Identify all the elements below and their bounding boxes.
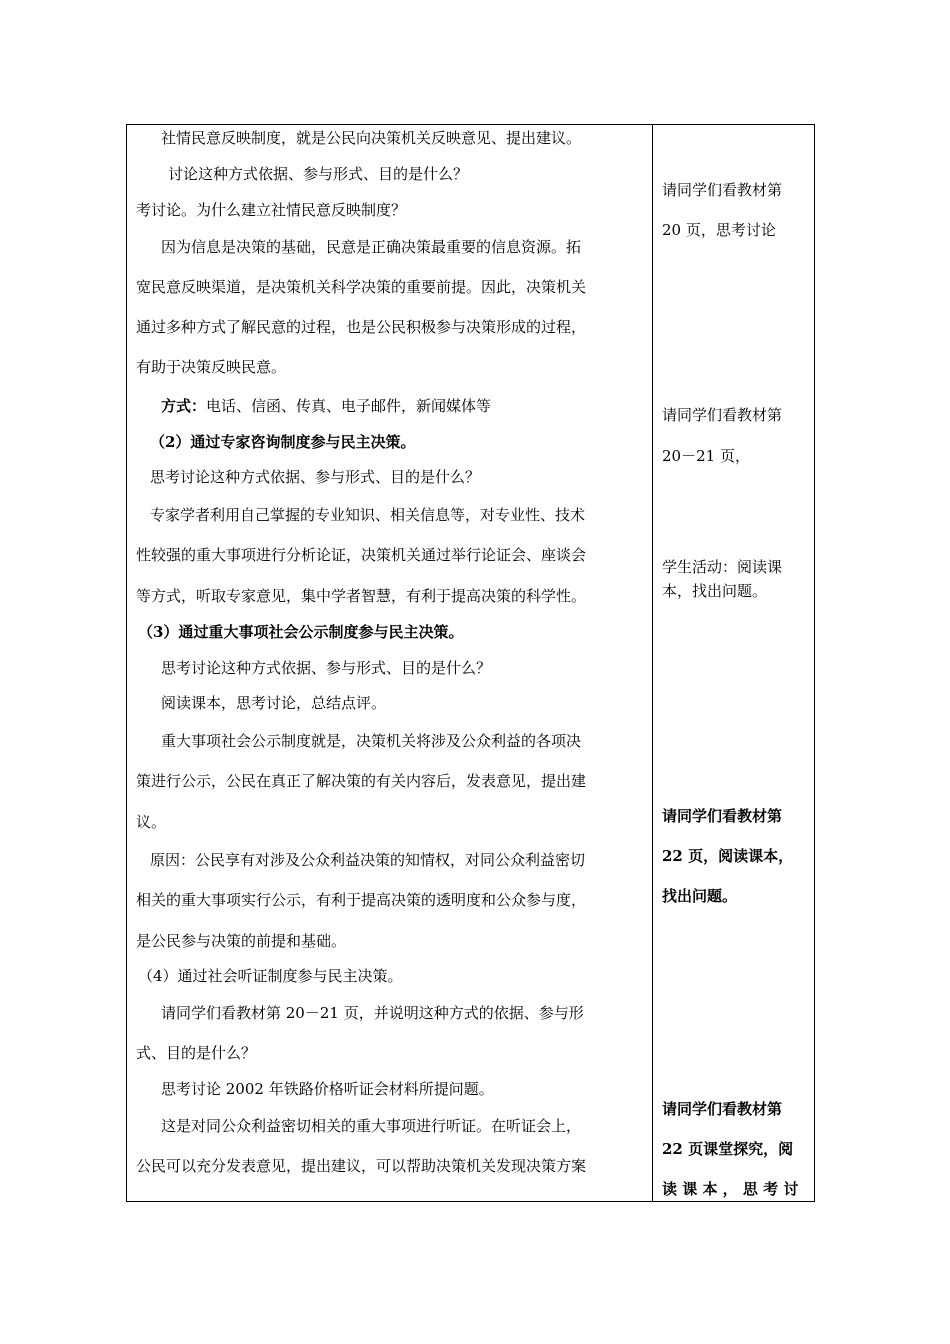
main-line: 这是对同公众利益密切相关的重大事项进行听证。在听证会上， bbox=[161, 1117, 582, 1135]
main-line: 思考讨论这种方式依据、参与形式、目的是什么？ bbox=[161, 659, 492, 677]
side-note: 请同学们看教材第 bbox=[662, 1100, 783, 1118]
side-note: 请同学们看教材第 bbox=[662, 406, 783, 424]
main-line: 公民可以充分发表意见，提出建议，可以帮助决策机关发现决策方案 bbox=[136, 1157, 587, 1175]
side-note: 20－21 页， bbox=[662, 447, 750, 465]
main-heading: （3）通过重大事项社会公示制度参与民主决策。 bbox=[138, 623, 464, 641]
main-line: 议。 bbox=[136, 813, 167, 831]
main-line: 思考讨论这种方式依据、参与形式、目的是什么？ bbox=[150, 468, 481, 486]
side-note: 本，找出问题。 bbox=[662, 582, 768, 600]
fangshi-text: 电话、信函、传真、电子邮件，新闻媒体等 bbox=[206, 397, 492, 415]
main-line: 原因：公民享有对涉及公众利益决策的知情权，对同公众利益密切 bbox=[150, 851, 586, 869]
side-note: 20 页，思考讨论 bbox=[662, 221, 776, 239]
side-note: 学生活动：阅读课 bbox=[662, 558, 783, 576]
main-line: 式、目的是什么？ bbox=[136, 1044, 257, 1062]
side-note: 22 页，阅读课本， bbox=[662, 847, 794, 865]
main-line: 考讨论。为什么建立社情民意反映制度？ bbox=[136, 201, 407, 219]
column-divider bbox=[652, 124, 653, 1202]
main-line: 思考讨论 2002 年铁路价格听证会材料所提问题。 bbox=[161, 1080, 494, 1098]
side-note: 22 页课堂探究，阅 bbox=[662, 1140, 794, 1158]
main-line: 专家学者利用自己掌握的专业知识、相关信息等，对专业性、技术 bbox=[150, 506, 586, 524]
main-line: 是公民参与决策的前提和基础。 bbox=[136, 932, 347, 950]
main-line: 因为信息是决策的基础，民意是正确决策最重要的信息资源。拓 bbox=[161, 238, 582, 256]
main-line: 讨论这种方式依据、参与形式、目的是什么？ bbox=[168, 165, 469, 183]
main-line: 策进行公示，公民在真正了解决策的有关内容后，发表意见，提出建 bbox=[136, 772, 587, 790]
side-note: 读 课 本 ， 思 考 讨 bbox=[662, 1180, 799, 1198]
main-line: 请同学们看教材第 20－21 页，并说明这种方式的依据、参与形 bbox=[161, 1004, 584, 1022]
main-line: 通过多种方式了解民意的过程，也是公民积极参与决策形成的过程， bbox=[136, 318, 587, 336]
main-line: 等方式，听取专家意见，集中学者智慧，有利于提高决策的科学性。 bbox=[136, 587, 587, 605]
side-note: 请同学们看教材第 bbox=[662, 181, 783, 199]
main-line: 重大事项社会公示制度就是，决策机关将涉及公众利益的各项决 bbox=[161, 732, 582, 750]
main-line: 阅读课本，思考讨论，总结点评。 bbox=[161, 694, 387, 712]
main-line: 有助于决策反映民意。 bbox=[136, 358, 287, 376]
fangshi-label: 方式： bbox=[161, 397, 207, 415]
main-heading: （4）通过社会听证制度参与民主决策。 bbox=[138, 967, 403, 985]
main-heading: （2）通过专家咨询制度参与民主决策。 bbox=[150, 433, 416, 451]
main-line: 社情民意反映制度，就是公民向决策机关反映意见、提出建议。 bbox=[161, 129, 582, 147]
main-line: 相关的重大事项实行公示，有利于提高决策的透明度和公众参与度， bbox=[136, 891, 587, 909]
side-note: 找出问题。 bbox=[662, 887, 738, 905]
main-line-fangshi bbox=[161, 396, 491, 416]
main-line: 性较强的重大事项进行分析论证，决策机关通过举行论证会、座谈会 bbox=[136, 546, 587, 564]
side-note: 请同学们看教材第 bbox=[662, 807, 783, 825]
main-line: 宽民意反映渠道，是决策机关科学决策的重要前提。因此，决策机关 bbox=[136, 278, 587, 296]
